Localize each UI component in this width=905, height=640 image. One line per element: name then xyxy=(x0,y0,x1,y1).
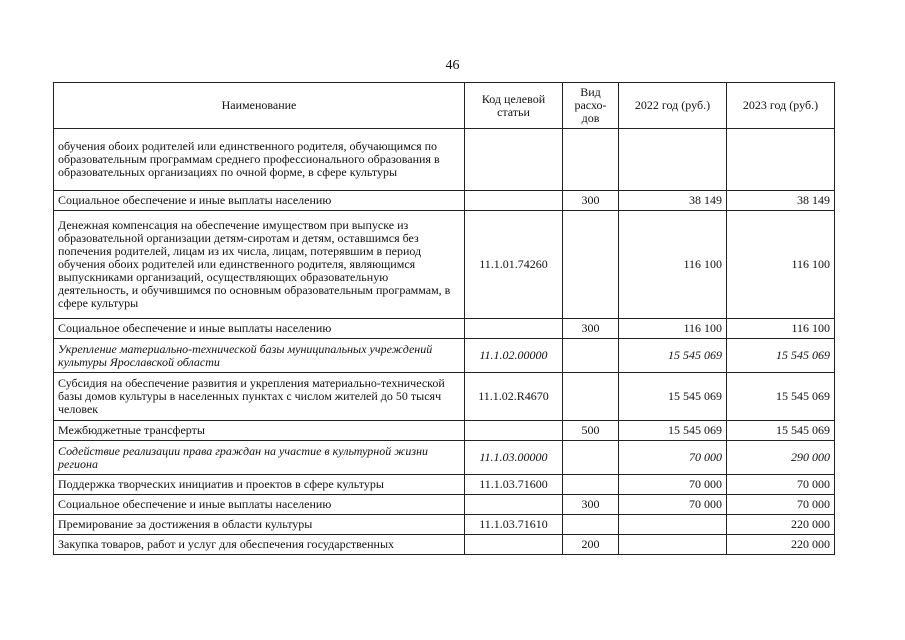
cell-code: 11.1.02.R4670 xyxy=(465,373,563,421)
header-kind: Вид расхо-дов xyxy=(563,83,619,129)
table-header-row xyxy=(54,83,835,129)
cell-2023: 116 100 xyxy=(727,319,835,339)
cell-2022 xyxy=(619,535,727,555)
cell-2023 xyxy=(727,129,835,191)
table-row xyxy=(54,319,835,339)
table-row xyxy=(54,191,835,211)
cell-code: 11.1.03.00000 xyxy=(465,441,563,475)
table-row xyxy=(54,211,835,319)
cell-kind xyxy=(563,339,619,373)
cell-kind xyxy=(563,441,619,475)
cell-kind xyxy=(563,373,619,421)
cell-2022: 116 100 xyxy=(619,211,727,319)
cell-2022: 15 545 069 xyxy=(619,373,727,421)
cell-2023: 38 149 xyxy=(727,191,835,211)
cell-code: 11.1.01.74260 xyxy=(465,211,563,319)
cell-kind xyxy=(563,129,619,191)
table-row xyxy=(54,475,835,495)
cell-kind: 300 xyxy=(563,495,619,515)
cell-code: 11.1.03.71610 xyxy=(465,515,563,535)
cell-2022: 15 545 069 xyxy=(619,339,727,373)
cell-name: Содействие реализации права граждан на участие в культурной жизни региона xyxy=(54,441,465,475)
cell-code xyxy=(465,535,563,555)
cell-2022: 70 000 xyxy=(619,495,727,515)
cell-kind xyxy=(563,475,619,495)
cell-name: Укрепление материально-технической базы муниципальных учреждений культуры Ярославской области xyxy=(54,339,465,373)
table-row xyxy=(54,339,835,373)
cell-2023: 290 000 xyxy=(727,441,835,475)
cell-2022: 70 000 xyxy=(619,441,727,475)
cell-name: Социальное обеспечение и иные выплаты населению xyxy=(54,319,465,339)
table-body xyxy=(54,129,835,555)
cell-kind: 500 xyxy=(563,421,619,441)
cell-code: 11.1.03.71600 xyxy=(465,475,563,495)
header-2022: 2022 год (руб.) xyxy=(619,83,727,129)
cell-name: Социальное обеспечение и иные выплаты населению xyxy=(54,495,465,515)
table-row xyxy=(54,421,835,441)
table-row xyxy=(54,441,835,475)
cell-2023: 15 545 069 xyxy=(727,421,835,441)
cell-name: обучения обоих родителей или единственного родителя, обучающимся по образовательным программам среднего профессионального образования в образовательных организациях по очной форме, в сфере культуры xyxy=(54,129,465,191)
cell-name: Закупка товаров, работ и услуг для обеспечения государственных xyxy=(54,535,465,555)
cell-code xyxy=(465,191,563,211)
cell-kind: 200 xyxy=(563,535,619,555)
cell-code xyxy=(465,129,563,191)
cell-2022: 116 100 xyxy=(619,319,727,339)
cell-code xyxy=(465,495,563,515)
cell-code xyxy=(465,421,563,441)
cell-2022 xyxy=(619,129,727,191)
header-2023: 2023 год (руб.) xyxy=(727,83,835,129)
cell-2023: 70 000 xyxy=(727,495,835,515)
cell-2023: 15 545 069 xyxy=(727,373,835,421)
cell-code xyxy=(465,319,563,339)
cell-code: 11.1.02.00000 xyxy=(465,339,563,373)
cell-2022 xyxy=(619,515,727,535)
cell-2023: 116 100 xyxy=(727,211,835,319)
cell-name: Денежная компенсация на обеспечение имуществом при выпуске из образовательной организации детям-сиротам и детям, оставшимся без попечения родителей, лицам из их числа, лицам, потерявшим в период обучения обоих родителей или единственного родителя, являющимся выпускниками организаций, осуществляющих образовательную деятельность, и обучившимся по основным образовательным программам, в сфере культуры xyxy=(54,211,465,319)
cell-kind xyxy=(563,515,619,535)
cell-2022: 38 149 xyxy=(619,191,727,211)
cell-2022: 15 545 069 xyxy=(619,421,727,441)
cell-kind: 300 xyxy=(563,191,619,211)
table-row xyxy=(54,373,835,421)
cell-kind: 300 xyxy=(563,319,619,339)
cell-2023: 220 000 xyxy=(727,535,835,555)
cell-kind xyxy=(563,211,619,319)
budget-table xyxy=(53,82,835,555)
cell-name: Премирование за достижения в области культуры xyxy=(54,515,465,535)
table-row xyxy=(54,495,835,515)
table-row xyxy=(54,535,835,555)
cell-2022: 70 000 xyxy=(619,475,727,495)
header-name: Наименование xyxy=(54,83,465,129)
cell-name: Поддержка творческих инициатив и проектов в сфере культуры xyxy=(54,475,465,495)
cell-name: Субсидия на обеспечение развития и укрепления материально-технической базы домов культуры в населенных пунктах с числом жителей до 50 тысяч человек xyxy=(54,373,465,421)
cell-2023: 70 000 xyxy=(727,475,835,495)
cell-2023: 15 545 069 xyxy=(727,339,835,373)
cell-name: Социальное обеспечение и иные выплаты населению xyxy=(54,191,465,211)
cell-name: Межбюджетные трансферты xyxy=(54,421,465,441)
table-row xyxy=(54,515,835,535)
header-code: Код целевой статьи xyxy=(465,83,563,129)
cell-2023: 220 000 xyxy=(727,515,835,535)
table-row xyxy=(54,129,835,191)
page-number: 46 xyxy=(445,58,460,73)
